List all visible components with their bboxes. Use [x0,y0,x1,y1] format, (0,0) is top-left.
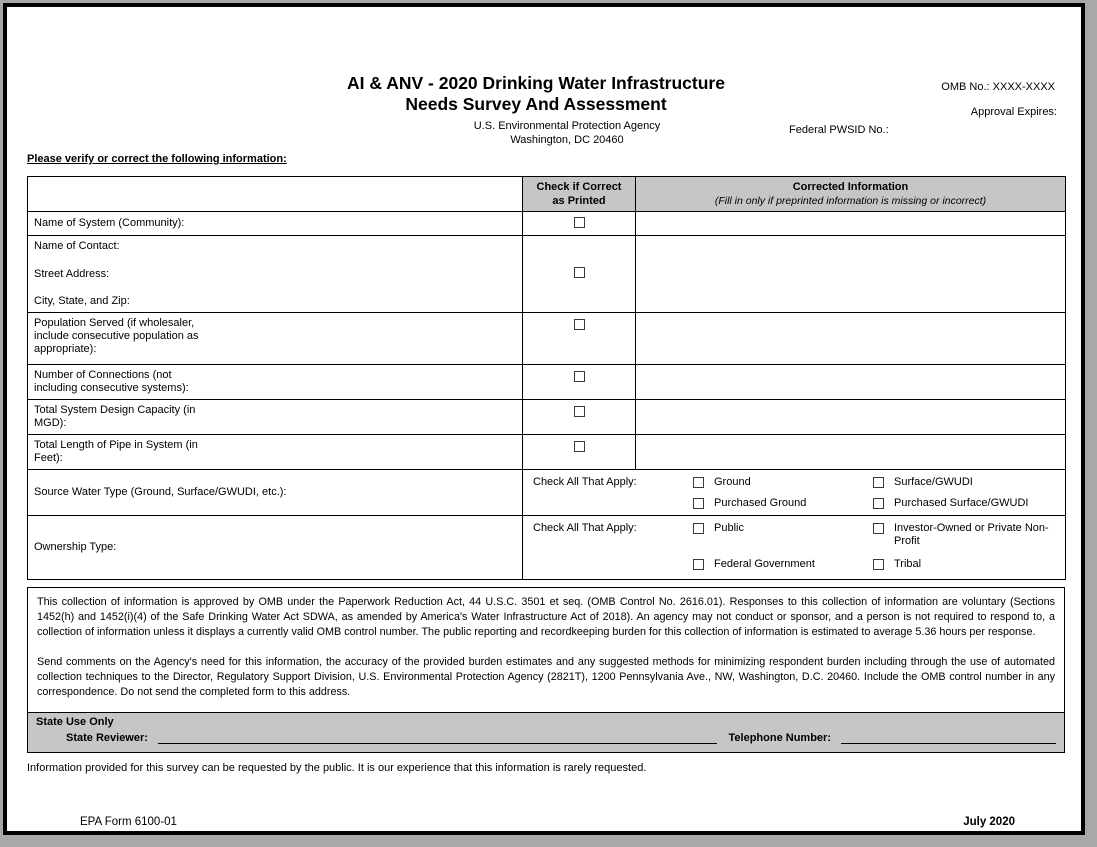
table-row-name-of-system [28,212,1066,236]
public-request-note: Information provided for this survey can be requested by the public. It is our experience that this information is rarely requested. [27,762,647,774]
table-row-pipe-length [28,435,1066,470]
omb-number: OMB No.: XXXX-XXXX [941,81,1055,93]
corrected-info-cell[interactable] [636,236,1066,313]
row-label-ownership: Ownership Type: [34,541,117,553]
check-cell [523,400,636,435]
row-label: Feet): [34,452,63,464]
form-title [7,73,1081,115]
header-check-if-correct [523,177,636,212]
checkbox-surface-gwudi[interactable] [873,477,884,488]
form-page [3,3,1085,835]
header-check-line2: as Printed [552,195,606,207]
verification-table [27,176,1066,580]
row-label: Population Served (if wholesaler, [34,317,195,329]
option-label-surface-gwudi: Surface/GWUDI [894,476,973,488]
form-title-line1: AI & ANV - 2020 Drinking Water Infrastructure [347,73,725,93]
row-label-source-water: Source Water Type (Ground, Surface/GWUDI, etc.): [34,486,287,498]
check-cell [523,313,636,365]
option-label-ground: Ground [714,476,751,488]
option-label-public: Public [714,522,744,534]
corrected-info-cell[interactable] [636,400,1066,435]
omb-notice-box [27,587,1065,753]
form-title-line2: Needs Survey And Assessment [405,94,667,114]
option-label-purchased-surface-gwudi: Purchased Surface/GWUDI [894,497,1029,509]
row-label-cell [28,313,523,365]
row-label-cell [28,365,523,400]
check-cell [523,435,636,470]
form-header [7,7,1081,176]
telephone-number-label: Telephone Number: [728,732,831,744]
checkbox-investor-owned[interactable] [873,523,884,534]
option-label-federal-government: Federal Government [714,558,815,570]
form-footer [80,816,1015,828]
header-check-line1: Check if Correct [536,181,622,193]
header-empty-cell [28,177,523,212]
checkbox-ground[interactable] [693,477,704,488]
row-label-cell [28,435,523,470]
option-public [693,522,873,535]
form-date: July 2020 [963,816,1015,828]
state-use-section [28,712,1064,752]
checkbox-pipe-length[interactable] [574,441,585,452]
header-corrected-information [636,177,1066,212]
check-all-that-apply-label: Check All That Apply: [533,522,637,534]
state-use-title: State Use Only [36,716,114,728]
row-label: Number of Connections (not [34,369,172,381]
row-label-cell [28,470,523,516]
row-label-contact: Name of Contact: [34,240,120,252]
row-label-cell [28,516,523,580]
federal-pwsid-label: Federal PWSID No.: [789,124,889,136]
checkbox-population-served[interactable] [574,319,585,330]
agency-name: U.S. Environmental Protection Agency [473,120,661,132]
verify-instruction: Please verify or correct the following information: [27,153,287,165]
agency-address: Washington, DC 20460 [510,134,624,146]
checkbox-public[interactable] [693,523,704,534]
row-label: Total System Design Capacity (in [34,404,196,416]
option-surface-gwudi [873,476,1059,489]
row-label: appropriate): [34,343,97,355]
row-label-city-state-zip: City, State, and Zip: [34,295,130,307]
check-cell [523,365,636,400]
checkbox-federal-government[interactable] [693,559,704,570]
row-label-cell [28,212,523,236]
approval-expires-label: Approval Expires: [970,106,1057,118]
row-label-cell [28,400,523,435]
row-label-cell [28,236,523,313]
table-row-contact [28,236,1066,313]
checkbox-purchased-ground[interactable] [693,498,704,509]
option-label-investor-owned: Investor-Owned or Private Non-Profit [894,522,1049,547]
paperwork-reduction-notice: This collection of information is approved by OMB under the Paperwork Reduction Act, 44 U.S.C. 3501 et seq. (OMB Control No. 2616.01). Responses to this collection of information are voluntary (Sections 1452(h) and 1452(i)(4) of the Safe Drinking Water Act SDWA, as amended by America's Water Infrastructure Act of 2018). An agency may not conduct or sponsor, and a person is not required to respond to, a collection of information unless it displays a currently valid OMB control number. The public reporting and recordkeeping burden for this collection of information is estimated to average 5.36 hours per response. [37,596,1055,638]
source-water-options-cell [523,470,1066,516]
state-reviewer-input-line[interactable] [158,731,717,744]
ownership-options-cell [523,516,1066,580]
checkbox-number-of-connections[interactable] [574,371,585,382]
checkbox-design-capacity[interactable] [574,406,585,417]
table-row-design-capacity [28,400,1066,435]
corrected-info-cell[interactable] [636,212,1066,236]
table-row-number-of-connections [28,365,1066,400]
telephone-number-input-line[interactable] [841,731,1056,744]
form-number: EPA Form 6100-01 [80,816,177,828]
corrected-info-cell[interactable] [636,435,1066,470]
option-investor-owned [873,522,1059,548]
row-label: Name of System (Community): [34,217,185,229]
checkbox-contact-info[interactable] [574,267,585,278]
check-cell [523,212,636,236]
table-row-population-served [28,313,1066,365]
table-row-source-water-type [28,470,1066,516]
header-corrected-line1: Corrected Information [792,181,909,193]
option-purchased-ground [693,497,873,510]
checkbox-name-of-system[interactable] [574,217,585,228]
corrected-info-cell[interactable] [636,365,1066,400]
header-corrected-line2: (Fill in only if preprinted information is missing or incorrect) [714,195,987,207]
state-reviewer-label: State Reviewer: [66,732,148,744]
checkbox-tribal[interactable] [873,559,884,570]
option-label-tribal: Tribal [894,558,922,570]
table-row-ownership-type [28,516,1066,580]
row-label: Total Length of Pipe in System (in [34,439,198,451]
check-all-that-apply-label: Check All That Apply: [533,476,637,488]
option-tribal [873,558,1059,571]
comments-notice: Send comments on the Agency's need for this information, the accuracy of the provided burden estimates and any suggested methods for minimizing respondent burden including through the use of automated collection techniques to the Director, Regulatory Support Division, U.S. Environmental Protection Agency (2821T), 1200 Pennsylvania Ave., NW, Washington, D.C. 20460. Include the OMB control number in any correspondence. Do not send the completed form to this address. [37,656,1055,698]
option-ground [693,476,873,489]
option-label-purchased-ground: Purchased Ground [714,497,807,509]
checkbox-purchased-surface-gwudi[interactable] [873,498,884,509]
row-label-street-address: Street Address: [34,267,110,280]
option-federal-government [693,558,873,571]
state-use-row [36,731,1056,744]
option-purchased-surface-gwudi [873,497,1059,510]
row-label: including consecutive systems): [34,382,189,394]
check-cell [523,236,636,313]
row-label: MGD): [34,417,67,429]
corrected-info-cell[interactable] [636,313,1066,365]
row-label: include consecutive population as [34,330,199,342]
table-header-row [28,177,1066,212]
